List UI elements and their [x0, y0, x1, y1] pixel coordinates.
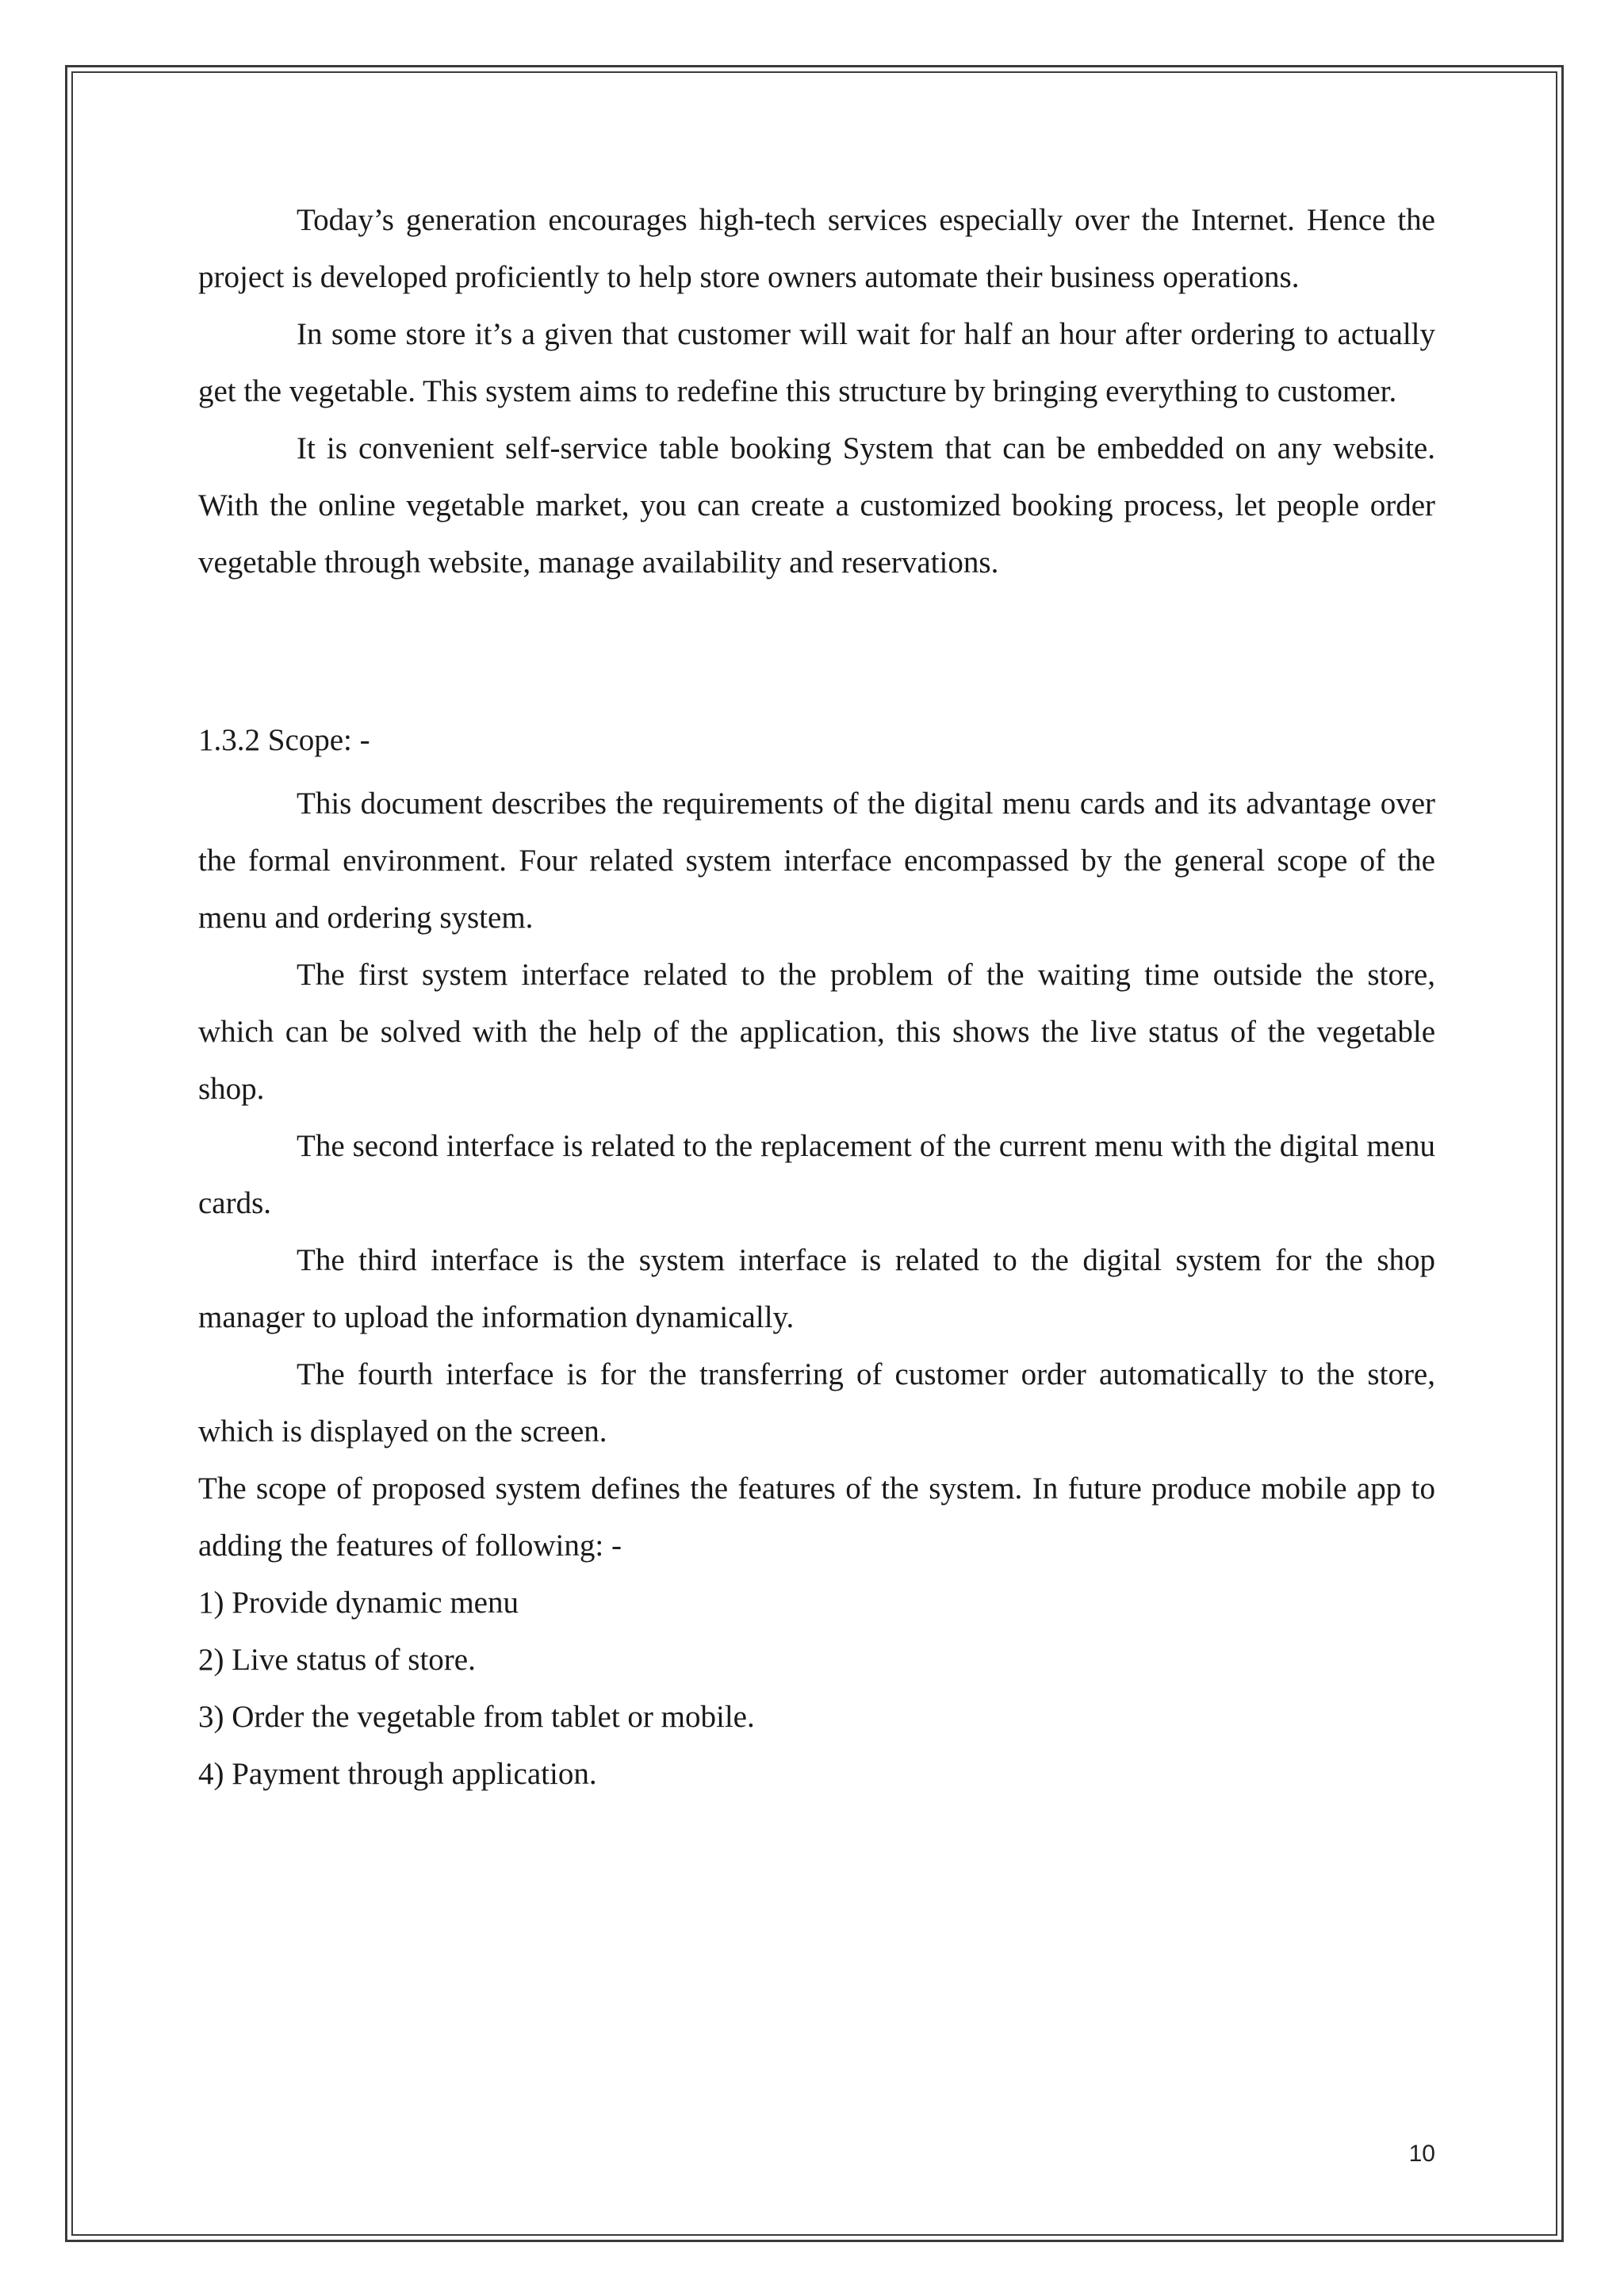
intro-paragraph-2: In some store it’s a given that customer will wait for half an hour after ordering to actually get the vegetable. This system aims to redefine this structure by bringing everything to customer. [198, 317, 1435, 408]
section-heading-scope: 1.3.2 Scope: - [198, 723, 370, 757]
feature-list-item: 2) Live status of store. [198, 1643, 476, 1677]
feature-list-item: 1) Provide dynamic menu [198, 1586, 519, 1620]
scope-summary-paragraph: The scope of proposed system defines the features of the system. In future produce mobile app to adding the features of following: - [198, 1471, 1435, 1563]
scope-paragraph-1: This document describes the requirements of the digital menu cards and its advantage over the formal environment. Four related system interface encompassed by the general scope of the menu and ordering system. [198, 786, 1435, 935]
feature-list [198, 1575, 1435, 1803]
scope-paragraph-2: The first system interface related to the problem of the waiting time outside the store, which can be solved with the help of the application, this shows the live status of the vegetable shop. [198, 958, 1435, 1106]
scope-paragraph-3: The second interface is related to the replacement of the current menu with the digital menu cards. [198, 1129, 1435, 1220]
intro-paragraph-3: It is convenient self-service table booking System that can be embedded on any website. With the online vegetable market, you can create a customized booking process, let people order vegetable through website, manage availability and reservations. [198, 431, 1435, 580]
feature-list-item: 3) Order the vegetable from tablet or mobile. [198, 1700, 755, 1734]
intro-paragraph-1: Today’s generation encourages high-tech services especially over the Internet. Hence the project is developed proficiently to help store owners automate their business operations. [198, 203, 1435, 294]
scope-paragraph-5: The fourth interface is for the transferring of customer order automatically to the store, which is displayed on the screen. [198, 1357, 1435, 1448]
page-number: 10 [1408, 2141, 1435, 2167]
scope-paragraph-4: The third interface is the system interface is related to the digital system for the shop manager to upload the information dynamically. [198, 1243, 1435, 1334]
page-content [198, 192, 1435, 1803]
feature-list-item: 4) Payment through application. [198, 1757, 597, 1791]
